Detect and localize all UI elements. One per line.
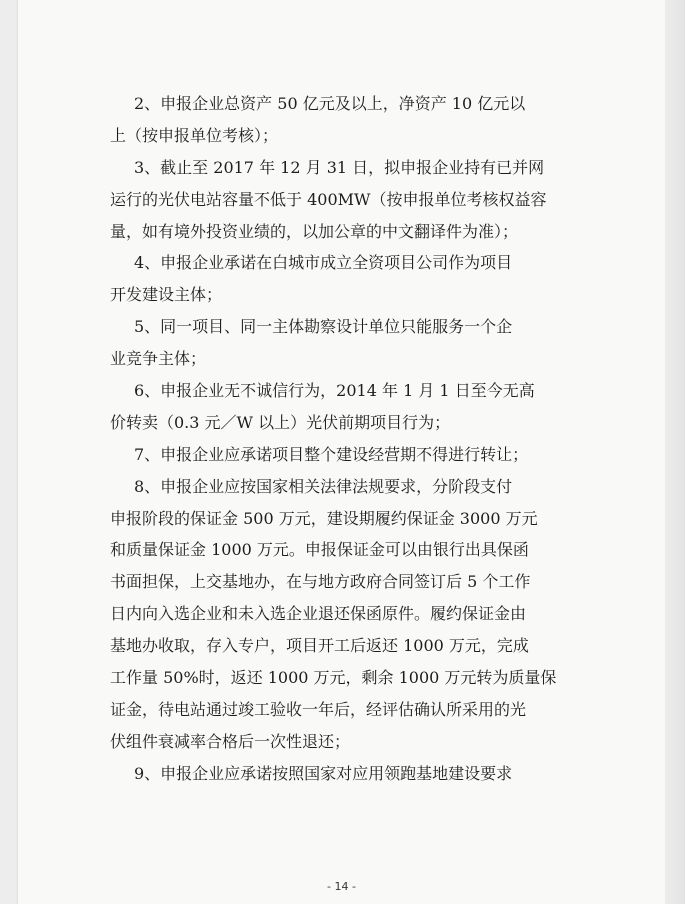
text-line: 上（按申报单位考核）； — [110, 125, 279, 145]
document-page — [18, 0, 665, 904]
page-edge — [665, 0, 685, 904]
page-number: - 14 - — [327, 880, 356, 893]
text-line: 6、申报企业无不诚信行为，2014 年 1 月 1 日至今无高 — [134, 381, 535, 401]
text-line: 8、申报企业应按国家相关法律法规要求，分阶段支付 — [134, 476, 513, 496]
text-line: 申报阶段的保证金 500 万元，建设期履约保证金 3000 万元 — [110, 508, 538, 528]
text-line: 日内向入选企业和未入选企业退还保函原件。履约保证金由 — [110, 604, 527, 624]
text-line: 伏组件衰减率合格后一次性退还； — [110, 731, 351, 751]
text-line: 量，如有境外投资业绩的，以加公章的中文翻译件为准）； — [110, 221, 519, 241]
text-line: 2、申报企业总资产 50 亿元及以上，净资产 10 亿元以 — [134, 94, 526, 113]
text-line: 运行的光伏电站容量不低于 400MW（按申报单位考核权益容 — [110, 189, 547, 209]
document-body — [110, 88, 610, 790]
text-line: 7、申报企业应承诺项目整个建设经营期不得进行转让； — [134, 444, 529, 464]
text-line: 书面担保，上交基地办，在与地方政府合同签订后 5 个工作 — [110, 572, 531, 592]
text-line: 业竞争主体； — [110, 349, 207, 369]
text-line: 和质量保证金 1000 万元。申报保证金可以由银行出具保函 — [110, 540, 529, 560]
text-line: 证金，待电站通过竣工验收一年后，经评估确认所采用的光 — [110, 699, 527, 719]
text-line: 工作量 50%时，返还 1000 万元，剩余 1000 万元转为质量保 — [110, 668, 557, 688]
text-line: 基地办收取，存入专户，项目开工后返还 1000 万元，完成 — [110, 636, 529, 656]
text-line: 4、申报企业承诺在白城市成立全资项目公司作为项目 — [134, 253, 513, 273]
text-line: 价转卖（0.3 元／W 以上）光伏前期项目行为； — [110, 412, 451, 432]
text-line: 5、同一项目、同一主体勘察设计单位只能服务一个企 — [134, 317, 513, 337]
text-line: 3、截止至 2017 年 12 月 31 日，拟申报企业持有已并网 — [134, 157, 545, 177]
text-line: 开发建设主体； — [110, 285, 223, 305]
text-line: 9、申报企业应承诺按照国家对应用领跑基地建设要求 — [134, 763, 513, 783]
